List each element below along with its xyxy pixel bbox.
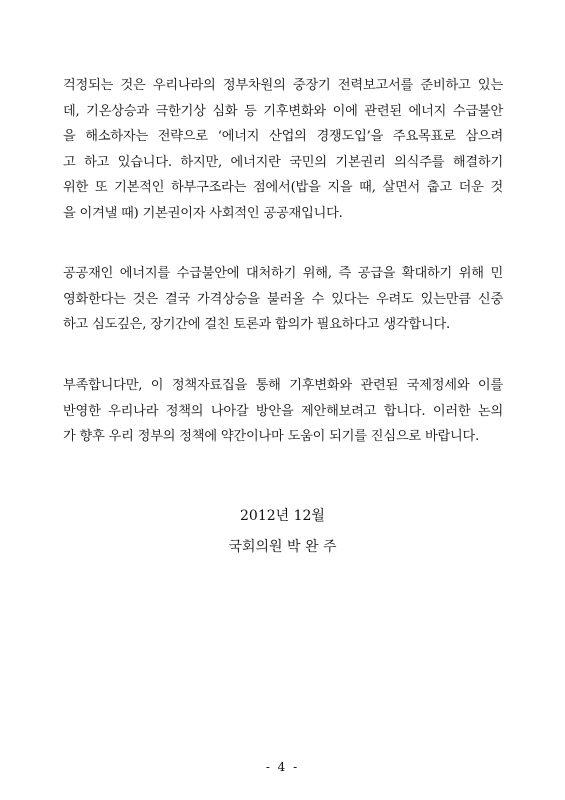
signature-name: 국회의원 박 완 주 <box>228 539 337 555</box>
paragraph-line: 을 이겨낼 때) 기본권이자 사회적인 공공재입니다. <box>63 205 343 221</box>
paragraph-line: 위한 또 기본적인 하부구조라는 점에서(밥을 지을 때, 살면서 춥고 더운 것 <box>63 180 503 195</box>
paragraph-line: 반영한 우리나라 정책의 나아갈 방안을 제안해보려고 합니다. 이러한 논의 <box>63 403 503 419</box>
paragraph-line: 부족합니다만, 이 정책자료집을 통해 기후변화와 관련된 국제정세와 이를 <box>63 378 503 393</box>
paragraph-line: 걱정되는 것은 우리나라의 정부차원의 중장기 전력보고서를 준비하고 있는 <box>63 78 503 93</box>
paragraph-3 <box>63 373 503 450</box>
paragraph-1 <box>63 73 503 226</box>
paragraph-line: 하고 심도깊은, 장기간에 걸친 토론과 합의가 필요하다고 생각합니다. <box>63 317 451 332</box>
paragraph-line: 가 향후 우리 정부의 정책에 약간이나마 도움이 되기를 진심으로 바랍니다. <box>63 429 480 444</box>
paragraph-line: 데, 기온상승과 극한기상 심화 등 기후변화와 이에 관련된 에너지 수급불안 <box>63 103 503 119</box>
page-number: - 4 - <box>265 760 300 774</box>
paragraph-2 <box>63 261 503 338</box>
paragraph-line: 영화한다는 것은 결국 가격상승을 불러올 수 있다는 우려도 있는만큼 신중 <box>63 291 503 307</box>
paragraph-line: 을 해소하자는 전략으로 ‘에너지 산업의 경쟁도입’을 주요목표로 삼으려 <box>63 129 503 144</box>
paragraph-line: 고 하고 있습니다. 하지만, 에너지란 국민의 기본권리 의식주를 해결하기 <box>63 154 503 170</box>
signature-date: 2012년 12월 <box>240 508 325 524</box>
paragraph-line: 공공재인 에너지를 수급불안에 대처하기 위해, 즉 공급을 확대하기 위해 민 <box>63 266 503 281</box>
